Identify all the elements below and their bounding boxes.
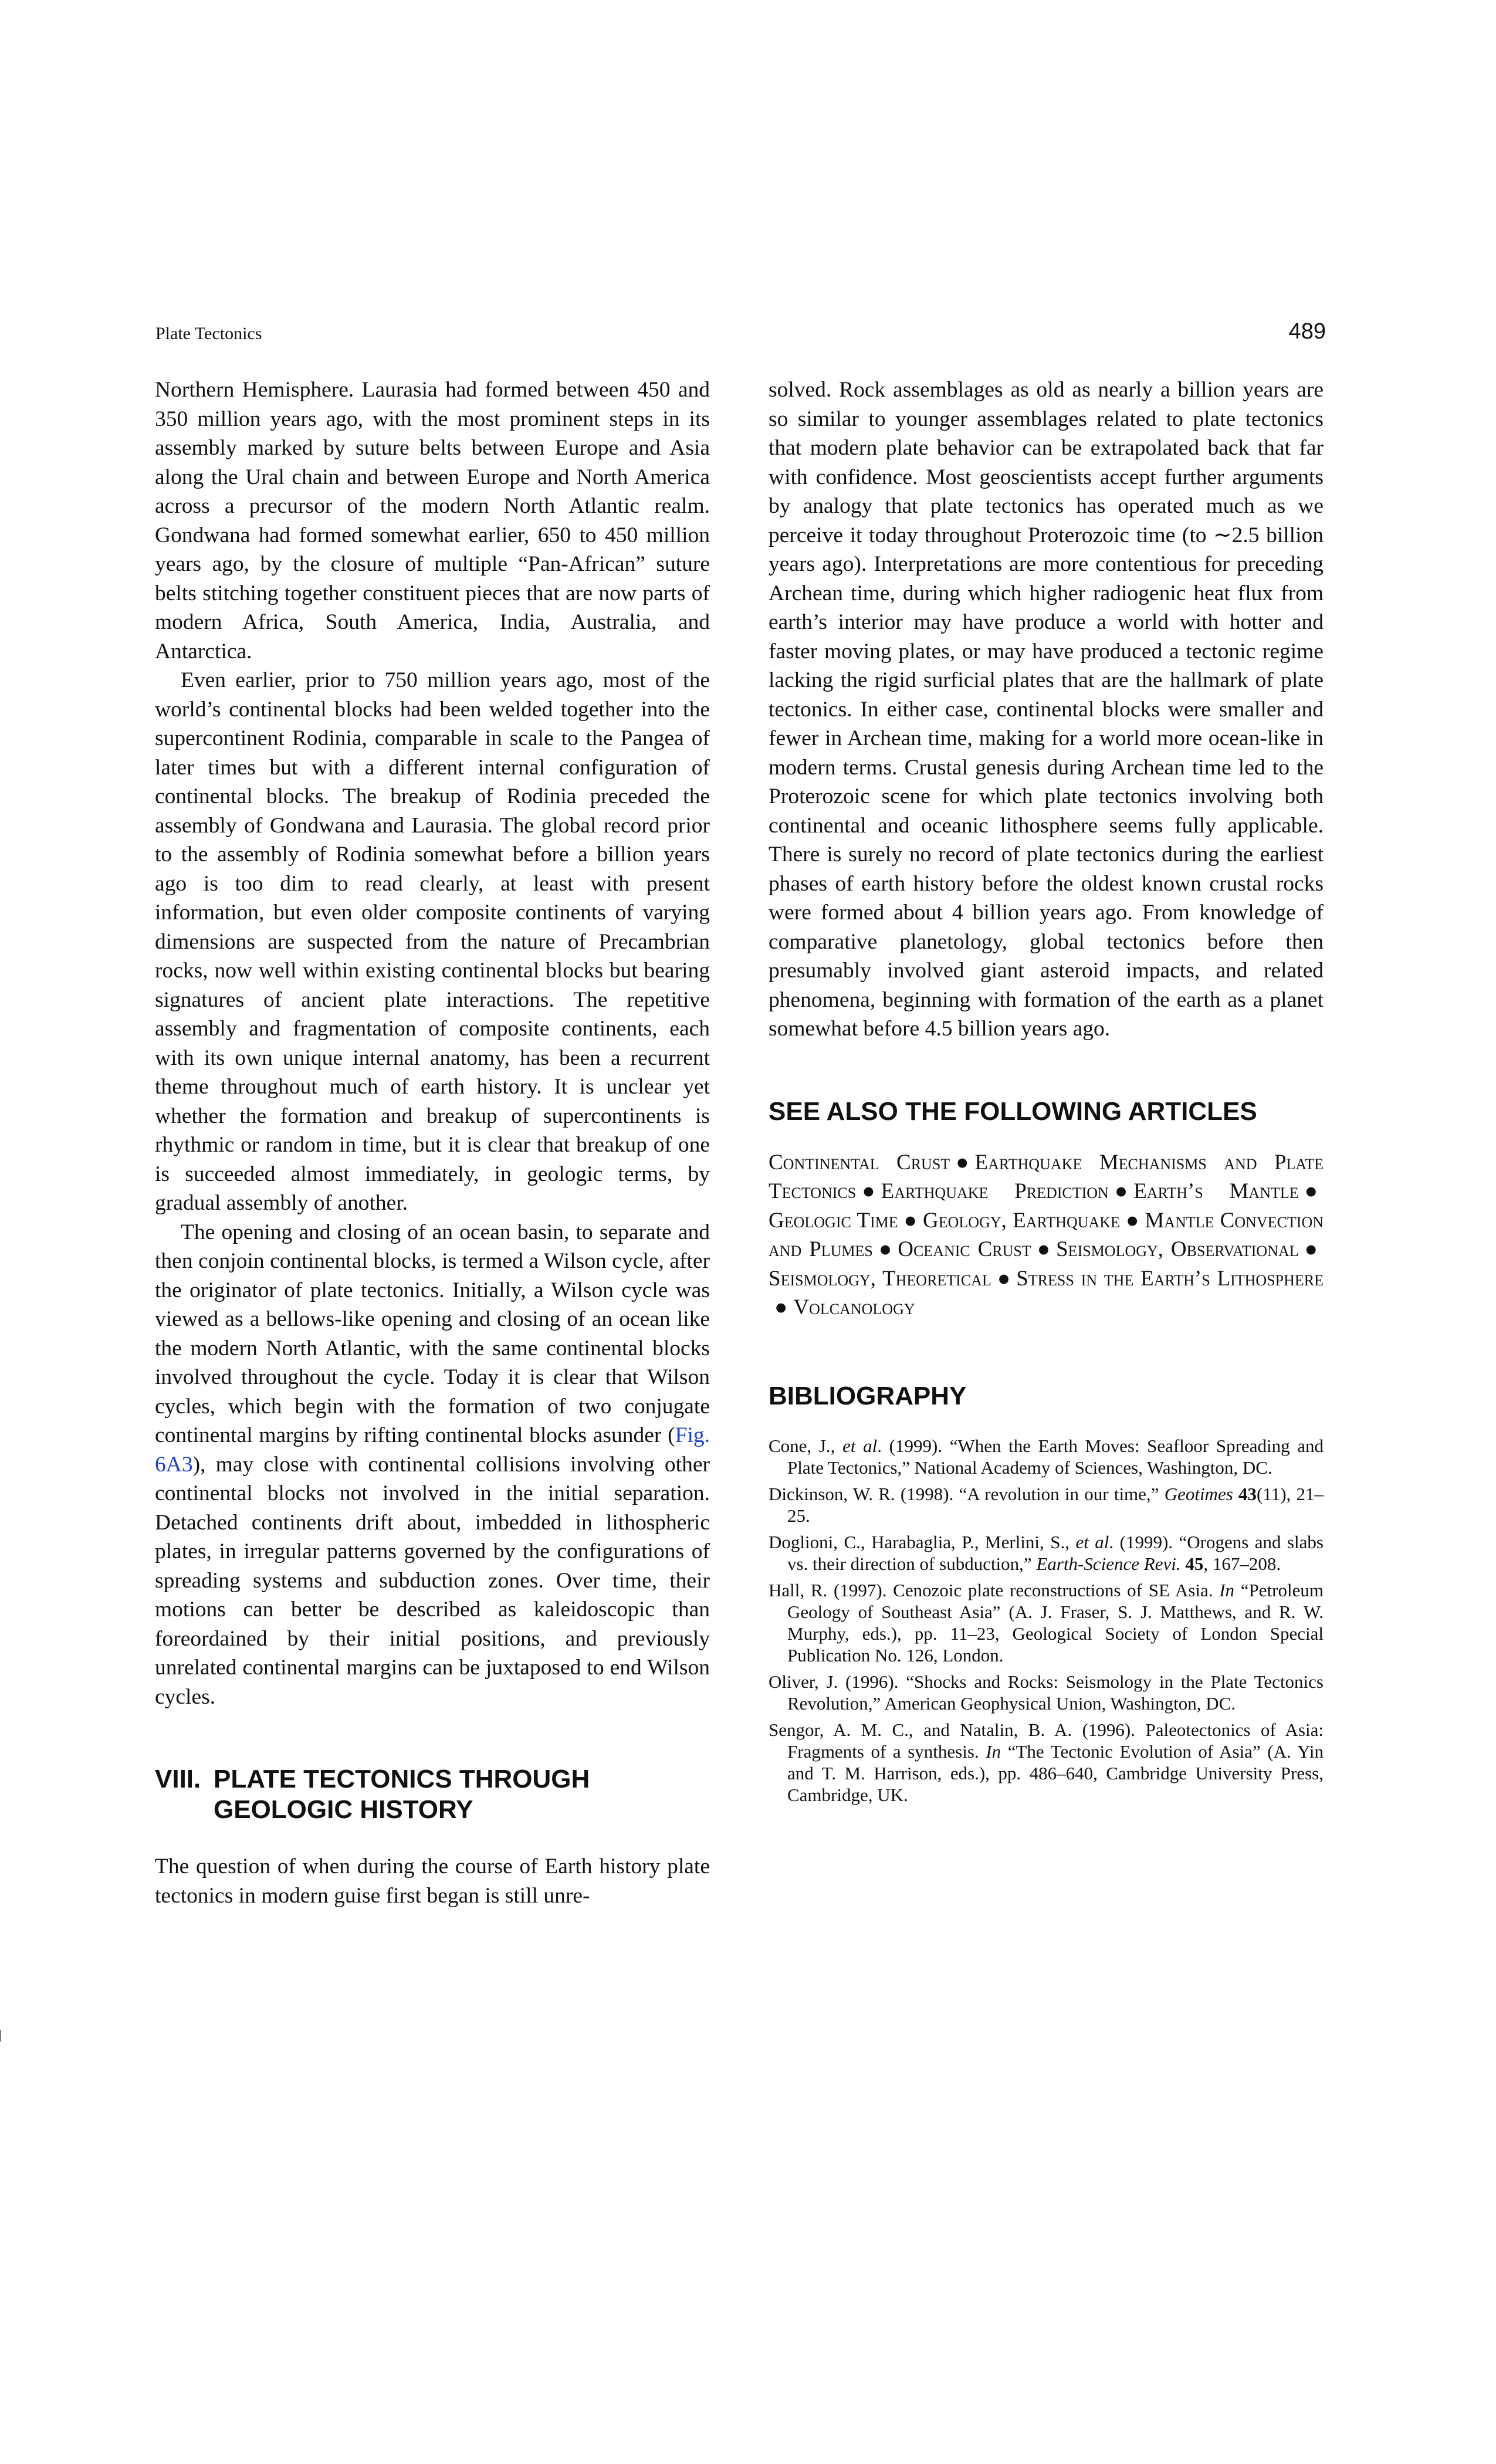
bullet-separator: ● [1304,1179,1318,1203]
section-title-line2: GEOLOGIC HISTORY [214,1795,473,1824]
margin-mark [0,2030,1,2042]
bib-text: , 167–208. [1203,1553,1281,1574]
bullet-separator: ● [956,1150,969,1175]
paragraph-wilson-cycle [155,1218,710,1712]
bib-text: . (1999). “Orogens and slabs vs. their direction of subduction,” [787,1531,1324,1574]
running-head: Plate Tectonics [155,324,262,343]
bib-text: Oliver, J. (1996). “Shocks and Rocks: Seismology in the Plate Tectonics Revolution,” American Geophysical Union, Washington, DC. [769,1671,1324,1714]
section-title-line1: PLATE TECTONICS THROUGH [214,1765,590,1793]
section-heading-viii [155,1764,710,1825]
see-also-link[interactable]: Geology, Earthquake [923,1208,1120,1233]
paragraph-text: The opening and closing of an ocean basin, to separate and then conjoin continental blocks, is termed a Wilson cycle, after the originator of plate tectonics. Initially, a Wilson cycle was viewed as a bellows-like opening and closing of an ocean like the modern North Atlantic, with the same continental blocks involved throughout the cycle. Today it is clear that Wilson cycles, which begin with the formation of two conjugate continental margins by rifting continental blocks asunder ( [155,1220,710,1447]
bibliography-entry [769,1671,1324,1714]
bibliography-entry [769,1531,1324,1575]
bib-text: “Petroleum Geology of Southeast Asia” (A. J. Fraser, S. J. Matthews, and R. W. Murphy, eds.), pp. 11–23, Geological Society of London Special Publication No. 126, London. [787,1579,1324,1666]
see-also-link[interactable]: Earthquake Prediction [881,1179,1109,1203]
bibliography-entry [769,1719,1324,1806]
bib-text: Doglioni, C., Harabaglia, P., Merlini, S., [769,1531,1076,1552]
section-number: VIII. [155,1765,201,1793]
left-column [155,375,710,1910]
bullet-separator: ● [862,1179,875,1203]
bullet-separator: ● [903,1208,918,1233]
bibliography-entry [769,1435,1324,1478]
bullet-separator: ● [878,1237,892,1261]
bullet-separator: ● [774,1295,788,1319]
bib-italic: In [986,1741,1001,1762]
paragraph-archean: solved. Rock assemblages as old as nearly a billion years are so similar to younger assemblages related to plate tectonics that modern plate behavior can be extrapolated back that far with confidence. Most geoscientists accept further arguments by analogy that plate tectonics has operated much as we perceive it today throughout Proterozoic time (to ∼2.5 billion years ago). Interpretations are more contentious for preceding Archean time, during which higher radiogenic heat flux from earth’s interior may have produce a world with hotter and faster moving plates, or may have produced a tectonic regime lacking the rigid surficial plates that are the hallmark of plate tectonics. In either case, continental blocks were smaller and fewer in Archean time, making for a world more ocean-like in modern terms. Crustal genesis during Archean time led to the Proterozoic scene for which plate tectonics involving both continental and oceanic lithosphere seems fully applicable. There is surely no record of plate tectonics during the earliest phases of earth history before the oldest known crustal rocks were formed about 4 billion years ago. From knowledge of comparative planetology, global tectonics before then presumably involved giant asteroid impacts, and related phenomena, beginning with formation of the earth as a planet somewhat before 4.5 billion years ago. [769,378,1324,1041]
bib-text: . (1999). “When the Earth Moves: Seafloor Spreading and Plate Tectonics,” National Academy of Sciences, Washington, DC. [787,1435,1324,1478]
see-also-link[interactable]: Earthquake Mechanisms and Plate Tectonics [769,1150,1324,1203]
bullet-separator: ● [1125,1208,1139,1233]
see-also-link[interactable]: Oceanic Crust [898,1237,1031,1261]
bullet-separator: ● [1037,1237,1051,1261]
see-also-link[interactable]: Mantle Convection and Plumes [769,1208,1324,1261]
paragraph-text: ), may close with continental collisions involving other continental blocks not involved in the initial separation. Detached continents drift about, imbedded in lithospheric plates, in irregular patterns governed by the configurations of spreading systems and subduction zones. Over time, their motions can better be described as kaleidoscopic than foreordained by their initial positions, and previously unrelated continental margins can be juxtaposed to end Wilson cycles. [155,1452,710,1709]
see-also-link[interactable]: Geologic Time [769,1208,898,1233]
bullet-separator: ● [1304,1237,1318,1261]
page-number: 489 [1288,319,1326,344]
bib-text: Dickinson, W. R. (1998). “A revolution in our time,” [769,1483,1165,1504]
see-also-list [769,1148,1324,1322]
see-also-link[interactable]: Seismology, Theoretical [769,1266,991,1291]
bib-text: Hall, R. (1997). Cenozoic plate reconstructions of SE Asia. [769,1579,1220,1600]
see-also-link[interactable]: Seismology, Observational [1056,1237,1299,1261]
bib-italic: et al [1075,1531,1109,1552]
bib-italic: In [1219,1579,1235,1600]
paragraph-plate-tectonics-history: The question of when during the course of Earth history plate tectonics in modern guise first began is still unre- [155,1854,710,1908]
see-also-link[interactable]: Stress in the Earth’s Lithosphere [1016,1266,1324,1291]
bib-volume: 45 [1185,1553,1204,1574]
bibliography-list [769,1435,1324,1806]
bibliography-entry [769,1579,1324,1666]
bullet-separator: ● [997,1266,1011,1291]
see-also-heading: SEE ALSO THE FOLLOWING ARTICLES [769,1096,1257,1126]
bib-italic: Earth-Science Revi. [1036,1553,1181,1574]
bib-text: Cone, J., [769,1435,843,1456]
section-title [214,1764,590,1825]
bib-text: (11), 21–25. [787,1483,1324,1526]
bib-text: “The Tectonic Evolution of Asia” (A. Yin and T. M. Harrison, eds.), pp. 486–640, Cambridge University Press, Cambridge, UK. [787,1741,1324,1805]
bibliography-heading: BIBLIOGRAPHY [769,1381,967,1410]
bib-italic: Geotimes [1164,1483,1233,1504]
bullet-separator: ● [1114,1179,1128,1203]
paragraph-rodinia: Even earlier, prior to 750 million years ago, most of the world’s continental blocks had been welded together into the supercontinent Rodinia, comparable in scale to the Pangea of later times but with a different internal configuration of continental blocks. The breakup of Rodinia preceded the assembly of Gondwana and Laurasia. The global record prior to the assembly of Rodinia somewhat before a billion years ago is too dim to read clearly, at least with present information, but even older composite continents of varying dimensions are suspected from the nature of Precambrian rocks, now well within existing continental blocks but bearing signatures of ancient plate interactions. The repetitive assembly and fragmentation of composite continents, each with its own unique internal anatomy, has been a recurrent theme throughout much of earth history. It is unclear yet whether the formation and breakup of supercontinents is rhythmic or random in time, but it is clear that breakup of one is succeeded almost immediately, in geologic terms, by gradual assembly of another. [155,668,710,1215]
see-also-link[interactable]: Continental Crust [769,1150,950,1175]
see-also-link[interactable]: Volcanology [793,1295,915,1319]
figure-link[interactable]: Fig. 6A3 [155,1423,710,1477]
bib-text: Sengor, A. M. C., and Natalin, B. A. (1996). Paleotectonics of Asia: Fragments of a synthesis. [769,1719,1324,1762]
paragraph-laurasia-gondwana: Northern Hemisphere. Laurasia had formed between 450 and 350 million years ago, with the most prominent steps in its assembly marked by suture belts between Europe and Asia along the Ural chain and between Europe and North America across a precursor of the modern North Atlantic realm. Gondwana had formed somewhat earlier, 650 to 450 million years ago, by the closure of multiple “Pan-African” suture belts stitching together constituent pieces that are now parts of modern Africa, South America, India, Australia, and Antarctica. [155,378,710,664]
see-also-link[interactable]: Earth’s Mantle [1133,1179,1299,1203]
bib-italic: et al [842,1435,878,1456]
bibliography-entry [769,1483,1324,1527]
right-column [769,375,1324,1810]
bib-volume: 43 [1238,1483,1257,1504]
